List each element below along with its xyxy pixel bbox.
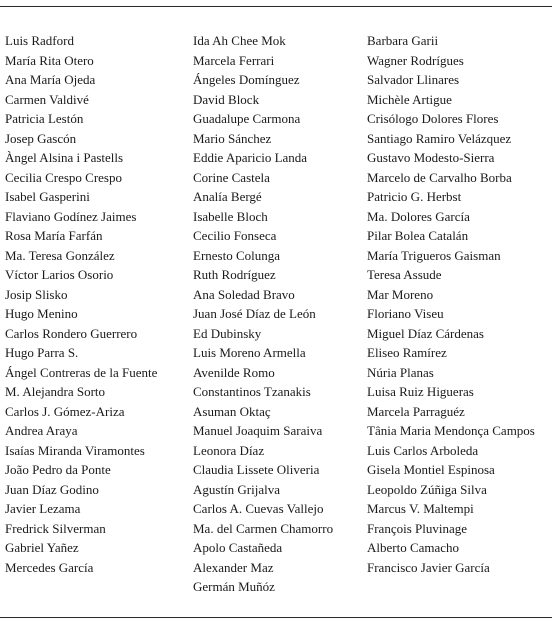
name-entry: Gisela Montiel Espinosa xyxy=(367,462,495,477)
name-entry: Ed Dubinsky xyxy=(193,325,262,341)
name-entry: Pilar Bolea Catalán xyxy=(367,228,469,243)
name-entry: Luisa Ruiz Higueras xyxy=(367,384,474,399)
name-entry: Francisco Javier García xyxy=(367,559,490,575)
name-entry: Flaviano Godínez Jaimes xyxy=(5,208,137,224)
name-entry: Marcela Parraguéz xyxy=(367,403,465,419)
name-entry: María Trigueros Gaisman xyxy=(367,247,501,263)
name-entry: Ruth Rodríguez xyxy=(193,267,276,282)
name-entry: M. Alejandra Sorto xyxy=(5,384,106,399)
name-entry: Ernesto Colunga xyxy=(193,247,281,263)
name-entry: João Pedro da Ponte xyxy=(5,462,111,477)
name-entry: Mario Sánchez xyxy=(193,130,272,146)
name-entry: François Pluvinage xyxy=(367,520,468,536)
name-entry: Claudia Lissete Oliveria xyxy=(193,462,320,477)
name-entry: Avenilde Romo xyxy=(193,364,275,380)
name-entry: Rosa María Farfán xyxy=(5,228,103,243)
name-entry: Isabelle Bloch xyxy=(193,208,268,224)
name-entry: Teresa Assude xyxy=(367,267,442,282)
name-entry: Juan Díaz Godino xyxy=(5,481,99,497)
name-entry: Andrea Araya xyxy=(5,423,78,438)
name-entry: Cecilia Crespo Crespo xyxy=(5,169,122,185)
name-entry: Josip Slisko xyxy=(5,286,68,302)
name-entry: Luis Moreno Armella xyxy=(193,345,306,360)
name-entry: Víctor Larios Osorio xyxy=(5,267,114,282)
name-entry: Isaías Miranda Viramontes xyxy=(5,442,145,458)
name-entry: Leopoldo Zúñiga Silva xyxy=(367,481,487,497)
name-entry: Ma. Dolores García xyxy=(367,208,470,224)
name-entry: Miguel Díaz Cárdenas xyxy=(367,325,484,341)
name-entry: Crisólogo Dolores Flores xyxy=(367,111,499,126)
name-entry: Fredrick Silverman xyxy=(5,520,106,536)
name-entry: Barbara Garii xyxy=(367,33,439,48)
name-entry: Alberto Camacho xyxy=(367,540,460,555)
name-entry: Carlos J. Gómez-Ariza xyxy=(5,403,125,419)
name-entry: Ma. del Carmen Chamorro xyxy=(193,520,334,536)
name-entry: Constantinos Tzanakis xyxy=(193,384,311,399)
name-entry: David Block xyxy=(193,91,260,107)
name-entry: Hugo Parra S. xyxy=(5,345,79,360)
name-entry: Ida Ah Chee Mok xyxy=(193,33,286,48)
name-column-1 xyxy=(5,31,157,577)
name-entry: Ana Soledad Bravo xyxy=(193,286,295,302)
name-column-3 xyxy=(367,31,535,577)
name-entry: Isabel Gasperini xyxy=(5,189,90,204)
name-entry: Ángeles Domínguez xyxy=(193,72,300,87)
name-entry: Cecilio Fonseca xyxy=(193,228,277,243)
name-entry: Núria Planas xyxy=(367,364,434,380)
name-entry: Guadalupe Carmona xyxy=(193,111,301,126)
name-entry: Javier Lezama xyxy=(5,501,81,516)
name-entry: Salvador Llinares xyxy=(367,72,460,87)
name-entry: Mar Moreno xyxy=(367,286,434,302)
name-entry: Ana María Ojeda xyxy=(5,72,96,87)
name-entry: Floriano Viseu xyxy=(367,306,444,321)
name-entry: Agustín Grijalva xyxy=(193,481,281,497)
name-entry: Corine Castela xyxy=(193,169,270,185)
bottom-rule xyxy=(0,617,552,618)
name-entry: Marcus V. Maltempi xyxy=(367,501,474,516)
name-entry: Germán Muñóz xyxy=(193,579,275,594)
name-entry: María Rita Otero xyxy=(5,52,94,68)
name-entry: Apolo Castañeda xyxy=(193,540,283,555)
name-entry: Ma. Teresa González xyxy=(5,247,115,263)
name-entry: Tânia Maria Mendonça Campos xyxy=(367,423,535,438)
name-entry: Luis Carlos Arboleda xyxy=(367,442,479,458)
name-entry: Patricio G. Herbst xyxy=(367,189,462,204)
name-entry: Gustavo Modesto-Sierra xyxy=(367,150,495,165)
name-entry: Wagner Rodrígues xyxy=(367,52,464,68)
name-entry: Analía Bergé xyxy=(193,189,262,204)
name-entry: Ángel Contreras de la Fuente xyxy=(5,364,158,380)
name-entry: Josep Gascón xyxy=(5,130,77,146)
name-entry: Luis Radford xyxy=(5,33,74,48)
name-entry: Manuel Joaquim Saraiva xyxy=(193,423,323,438)
name-entry: Juan José Díaz de León xyxy=(193,306,316,321)
name-entry: Patricia Lestón xyxy=(5,111,84,126)
name-entry: Santiago Ramiro Velázquez xyxy=(367,130,512,146)
name-entry: Marcela Ferrari xyxy=(193,52,275,68)
name-entry: Mercedes García xyxy=(5,559,94,575)
name-entry: Carlos A. Cuevas Vallejo xyxy=(193,501,324,516)
name-entry: Michèle Artigue xyxy=(367,91,452,107)
name-entry: Marcelo de Carvalho Borba xyxy=(367,169,512,185)
name-entry: Asuman Oktaç xyxy=(193,403,271,419)
name-column-2 xyxy=(193,31,333,597)
name-entry: Eliseo Ramírez xyxy=(367,345,447,360)
name-entry: Gabriel Yañez xyxy=(5,540,79,555)
name-entry: Hugo Menino xyxy=(5,306,78,321)
name-entry: Leonora Díaz xyxy=(193,442,265,458)
top-rule xyxy=(0,6,552,7)
name-entry: Àngel Alsina i Pastells xyxy=(5,150,124,165)
name-entry: Eddie Aparicio Landa xyxy=(193,150,308,165)
name-entry: Carlos Rondero Guerrero xyxy=(5,325,138,341)
name-entry: Alexander Maz xyxy=(193,559,274,575)
name-entry: Carmen Valdivé xyxy=(5,91,89,107)
